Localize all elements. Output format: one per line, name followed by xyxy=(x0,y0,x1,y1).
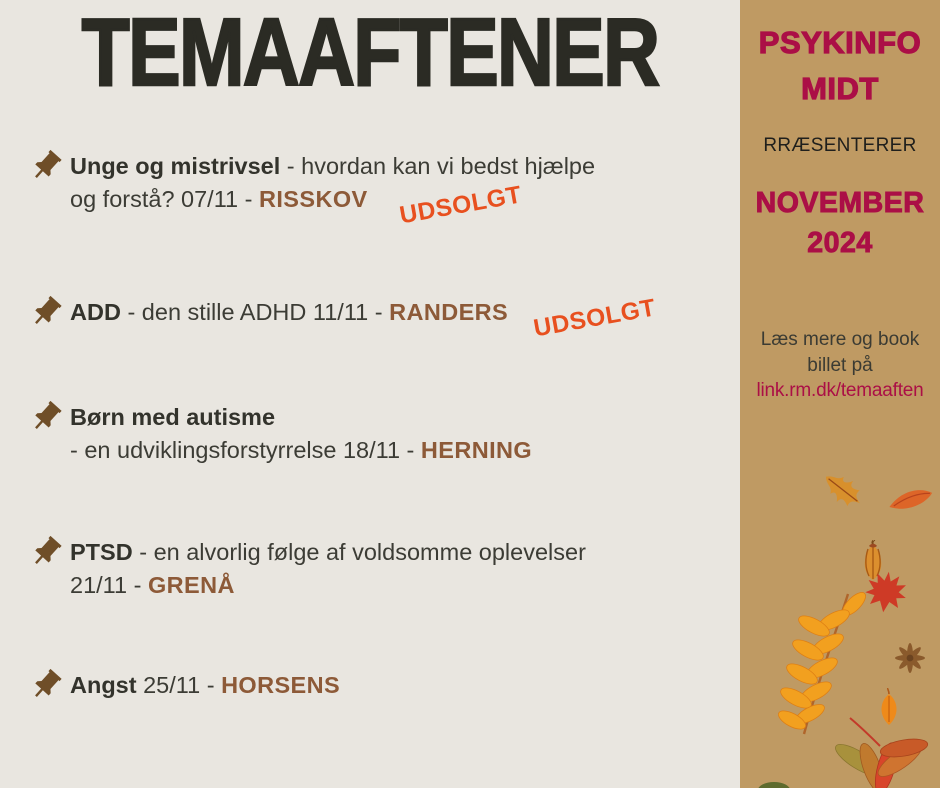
event-date: og forstå? 07/11 - xyxy=(70,186,259,212)
event-title: ADD xyxy=(70,299,121,325)
event-city: HERNING xyxy=(420,437,533,463)
poster-title: TEMAAFTENER xyxy=(81,0,659,106)
pushpin-icon xyxy=(26,536,70,576)
event-description: - en udviklingsforstyrrelse 18/11 - xyxy=(70,437,421,463)
event-ptsd xyxy=(26,536,726,602)
event-title: PTSD xyxy=(70,539,133,565)
event-line xyxy=(70,669,340,702)
event-description: - en alvorlig følge af voldsomme oplevelser xyxy=(132,539,586,565)
star-anise-image xyxy=(892,640,928,676)
event-date: 25/11 - xyxy=(136,672,222,698)
cta-line2: billet på xyxy=(807,355,873,376)
event-description: - hvordan kan vi bedst hjælpe xyxy=(280,153,596,179)
event-city: HORSENS xyxy=(221,672,341,698)
event-line xyxy=(70,536,586,569)
event-angst xyxy=(26,669,726,709)
year-label: 2024 xyxy=(807,227,873,259)
event-title: Børn med autisme xyxy=(70,404,276,430)
green-leaf-edge-image xyxy=(756,780,792,788)
month-year-label xyxy=(740,183,940,263)
event-city: RANDERS xyxy=(389,299,509,325)
event-line xyxy=(70,401,532,434)
event-line xyxy=(70,181,595,230)
cta-text xyxy=(740,327,940,379)
event-title: Angst xyxy=(70,672,137,698)
sidebar-panel xyxy=(740,0,940,788)
brand-line1: PSYKINFO xyxy=(758,25,922,60)
cta-line1: Læs mere og book xyxy=(760,329,920,350)
presents-label: RRÆSENTERER xyxy=(763,135,917,156)
oak-leaf-image xyxy=(807,454,879,525)
soldout-badge: UDSOLGT xyxy=(531,294,658,343)
brand-psykinfo-midt xyxy=(740,20,940,112)
event-add xyxy=(26,294,726,343)
month-label: NOVEMBER xyxy=(755,187,925,219)
pushpin-icon xyxy=(26,401,70,441)
brand-line2: MIDT xyxy=(801,71,879,106)
event-unge-og-mistrivsel xyxy=(26,150,726,230)
pushpin-icon xyxy=(26,669,70,709)
event-boern-med-autisme xyxy=(26,401,726,467)
event-line xyxy=(70,569,586,602)
event-title: Unge og mistrivsel xyxy=(70,153,281,179)
pushpin-icon xyxy=(26,296,70,336)
event-line xyxy=(70,434,532,467)
event-line xyxy=(70,294,658,343)
pushpin-icon xyxy=(26,150,70,190)
booking-link: link.rm.dk/temaaften xyxy=(756,380,924,401)
event-city: GRENÅ xyxy=(147,572,235,598)
soldout-badge: UDSOLGT xyxy=(397,181,524,230)
event-date: 21/11 - xyxy=(70,572,148,598)
event-city: RISSKOV xyxy=(259,186,368,212)
falling-leaf-image xyxy=(887,477,936,520)
creeper-leaf-image xyxy=(828,716,932,788)
event-description: - den stille ADHD 11/11 - xyxy=(120,299,390,325)
